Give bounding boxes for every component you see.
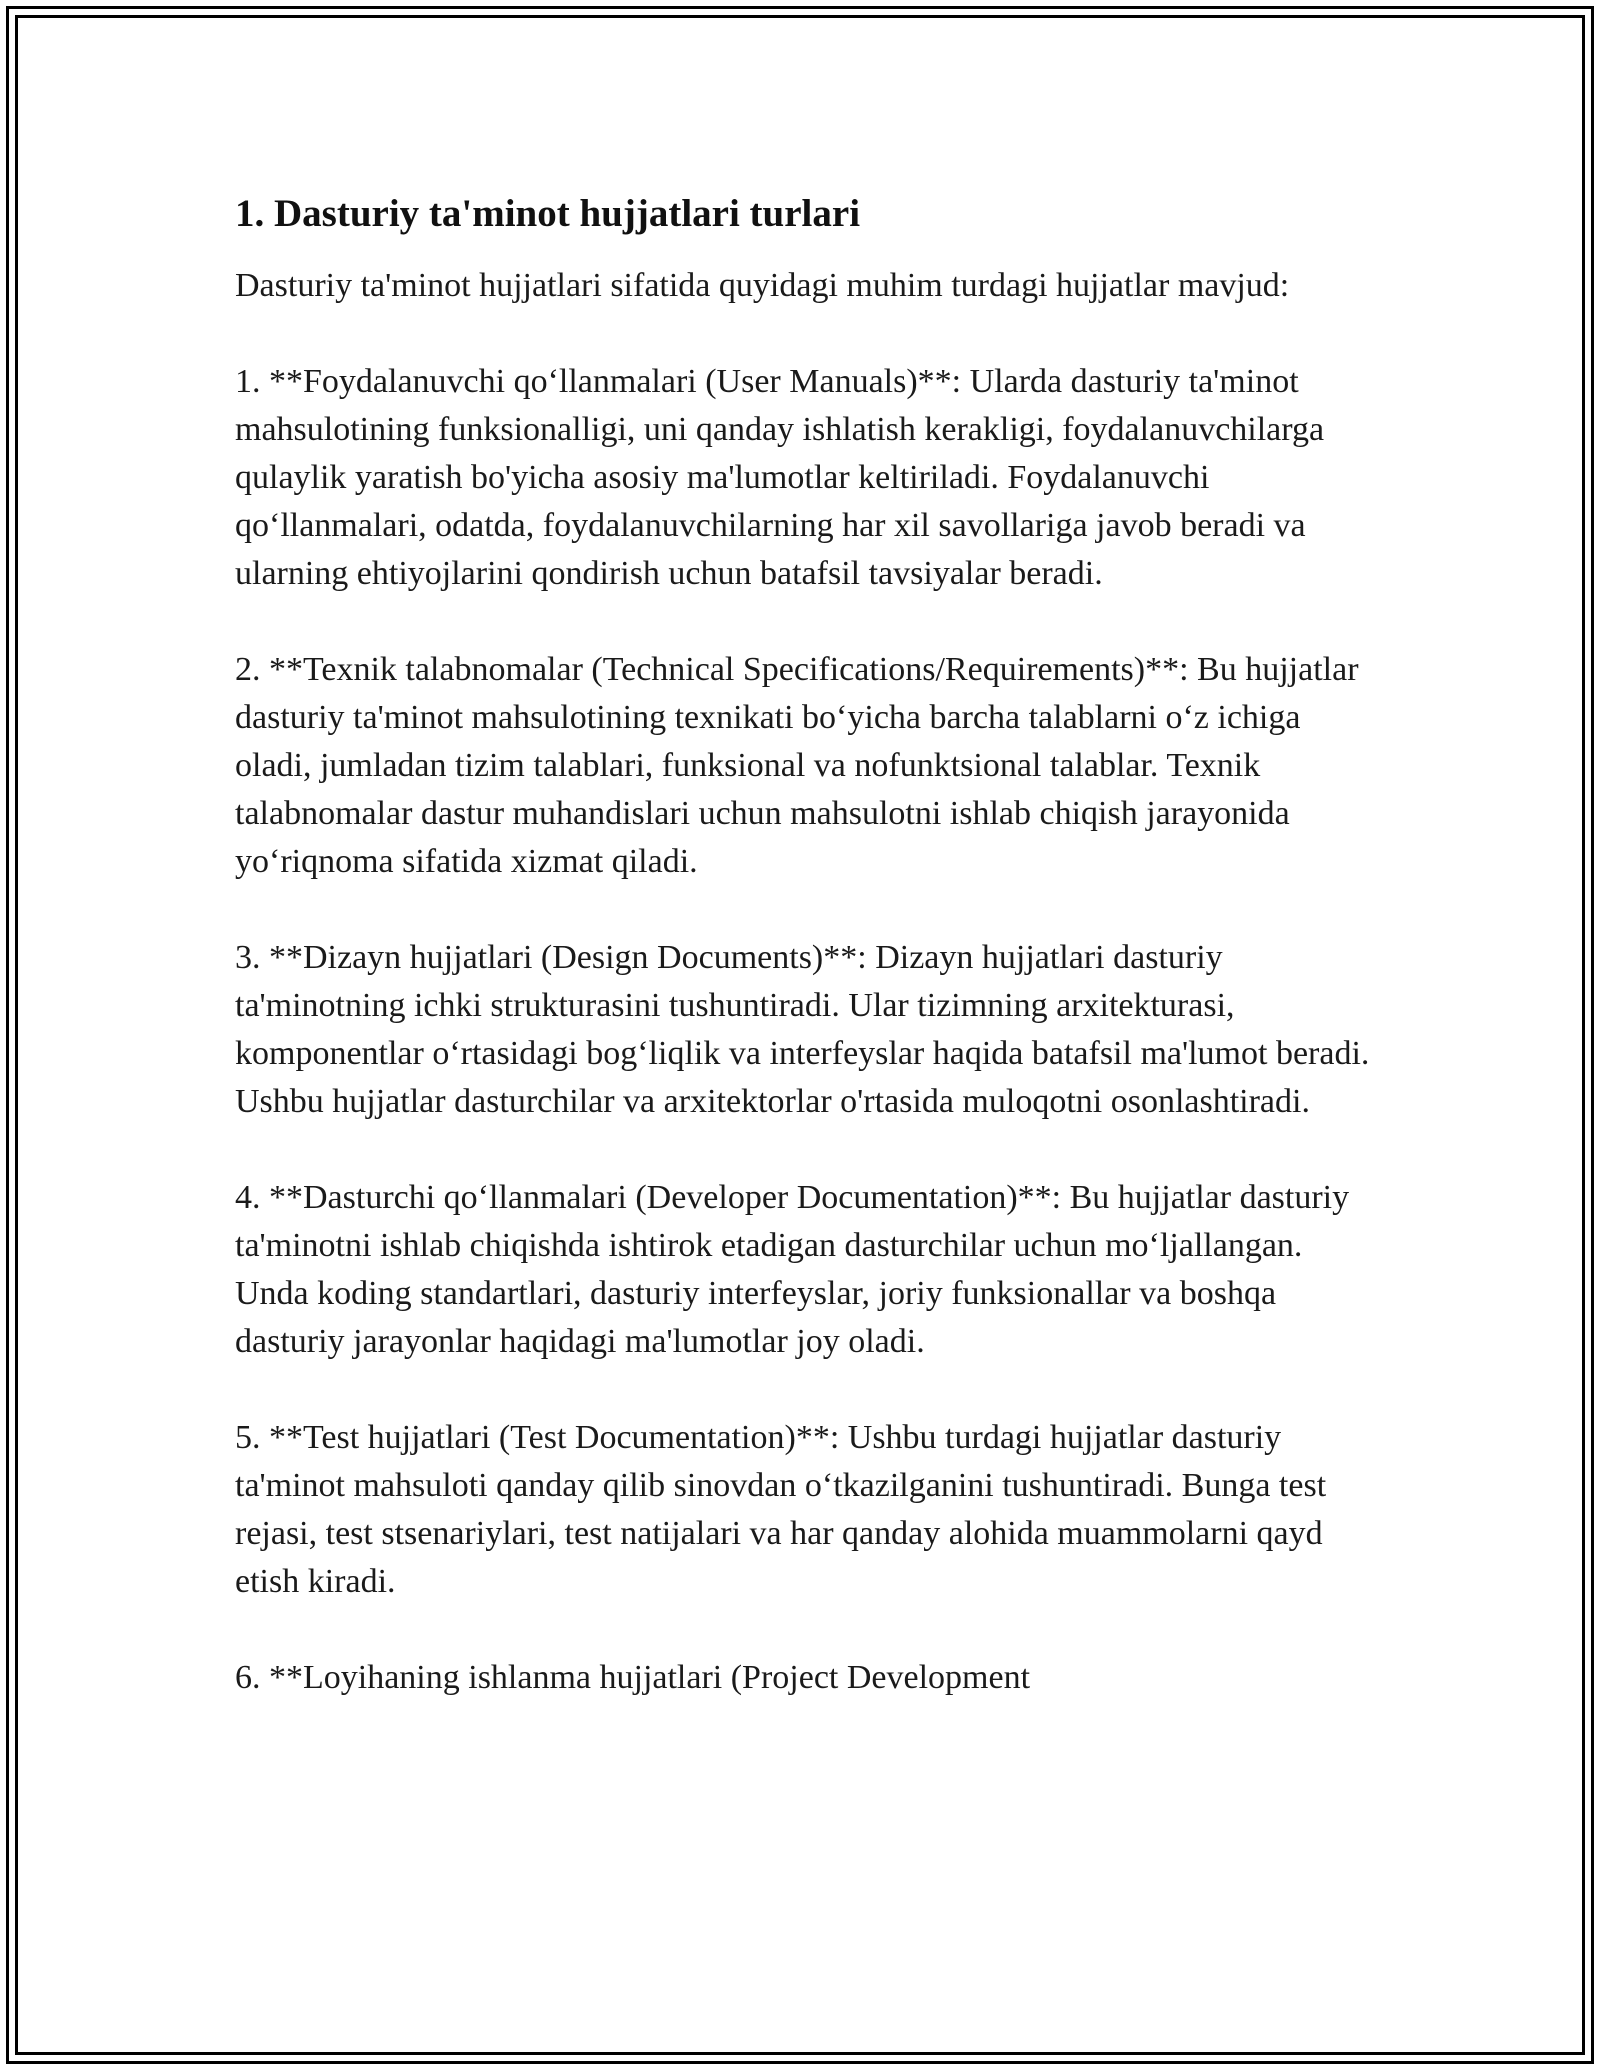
section-heading: 1. Dasturiy ta'minot hujjatlari turlari: [235, 192, 861, 235]
paragraph-project-development: 6. **Loyihaning ishlanma hujjatlari (Project Development: [235, 1659, 1031, 1696]
paragraph-test-documentation: 5. **Test hujjatlari (Test Documentation)**: Ushbu turdagi hujjatlar dasturiy ta'minot mahsuloti qanday qilib sinovdan o‘tkazilganini tushuntiradi. Bunga test rejasi, test stsenariylari, test natijalari va har qanday alohida muammolarni qayd etish kiradi.: [235, 1419, 1327, 1600]
document-body: [235, 186, 1375, 1750]
paragraph-developer-documentation: 4. **Dasturchi qo‘llanmalari (Developer Documentation)**: Bu hujjatlar dasturiy ta'minotni ishlab chiqishda ishtirok etadigan dasturchilar uchun mo‘ljallangan. Unda koding standartlari, dasturiy interfeyslar, joriy funksionallar va boshqa dasturiy jarayonlar haqidagi ma'lumotlar joy oladi.: [235, 1179, 1350, 1360]
paragraph-user-manuals: 1. **Foydalanuvchi qo‘llanmalari (User Manuals)**: Ularda dasturiy ta'minot mahsulotining funksionalligi, uni qanday ishlatish kerakligi, foydalanuvchilarga qulaylik yaratish bo'yicha asosiy ma'lumotlar keltiriladi. Foydalanuvchi qo‘llanmalari, odatda, foydalanuvchilarning har xil savollariga javob beradi va ularning ehtiyojlarini qondirish uchun batafsil tavsiyalar beradi.: [235, 363, 1325, 592]
paragraph-technical-specifications: 2. **Texnik talabnomalar (Technical Specifications/Requirements)**: Bu hujjatlar dasturiy ta'minot mahsulotining texnikati bo‘yicha barcha talablarni o‘z ichiga oladi, jumladan tizim talablari, funksional va nofunktsional talablar. Texnik talabnomalar dastur muhandislari uchun mahsulotni ishlab chiqish jarayonida yo‘riqnoma sifatida xizmat qiladi.: [235, 651, 1359, 880]
intro-paragraph: Dasturiy ta'minot hujjatlari sifatida quyidagi muhim turdagi hujjatlar mavjud:: [235, 267, 1290, 304]
paragraph-design-documents: 3. **Dizayn hujjatlari (Design Documents)**: Dizayn hujjatlari dasturiy ta'minotning ichki strukturasini tushuntiradi. Ular tizimning arxitekturasi, komponentlar o‘rtasidagi bog‘liqlik va interfeyslar haqida batafsil ma'lumot beradi. Ushbu hujjatlar dasturchilar va arxitektorlar o'rtasida muloqotni osonlashtiradi.: [235, 939, 1370, 1120]
